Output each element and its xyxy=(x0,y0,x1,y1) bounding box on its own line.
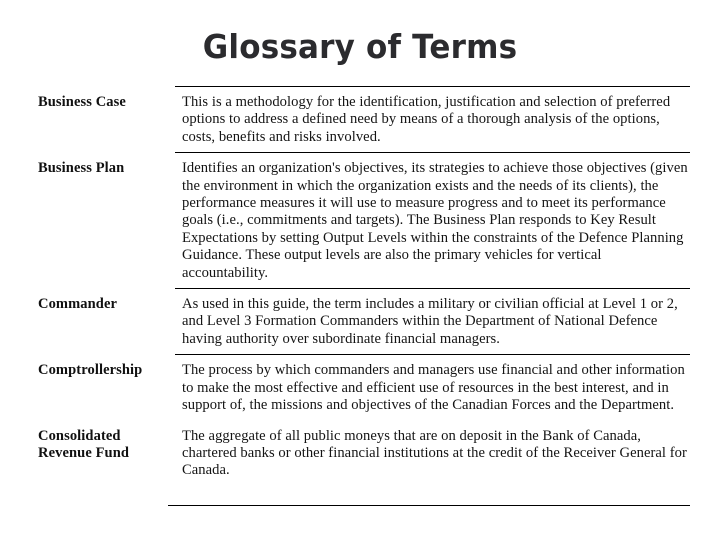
glossary-definition-cell xyxy=(175,289,690,355)
glossary-term: Comptrollership xyxy=(38,362,143,379)
glossary-definition: The aggregate of all public moneys that are on deposit in the Bank of Canada, chartered banks or other financial institutions at the credit of the Receiver General for Canada. xyxy=(182,427,687,479)
glossary-definition: This is a methodology for the identification, justification and selection of preferred options to address a defined need by means of a thorough analysis of the options, costs, benefits and risks involved. xyxy=(182,94,671,145)
glossary-column-gap xyxy=(168,87,175,153)
page-title: Glossary of Terms xyxy=(202,27,518,66)
glossary-term: Business Plan xyxy=(38,160,125,177)
glossary-row xyxy=(38,289,690,355)
table-bottom-rule xyxy=(168,505,690,506)
glossary-term-cell xyxy=(38,87,168,153)
glossary-column-gap xyxy=(168,355,175,421)
glossary-row xyxy=(38,421,690,486)
glossary-row xyxy=(38,87,690,153)
glossary-definition-cell xyxy=(175,153,690,289)
glossary-table xyxy=(38,86,690,486)
glossary-term: Business Case xyxy=(38,94,126,110)
glossary-term: Commander xyxy=(38,296,118,313)
glossary-definition: Identifies an organization's objectives, its strategies to achieve those objectives (given the environment in which the organization exists and the needs of its clients), the performance measures it will use to measure progress and to meet its performance goals (i.e., commitments and targets). The Business Plan responds to Key Result Expectations by setting Output Levels within the constraints of the Defence Planning Guidance. These output levels are also the primary vehicles for vertical accountability. xyxy=(182,160,688,281)
glossary-definition: As used in this guide, the term includes a military or civilian official at Level 1 or 2, and Level 3 Formation Commanders within the Department of National Defence having authority over subordinate financial managers. xyxy=(182,296,678,347)
glossary-term-cell xyxy=(38,421,168,486)
glossary-column-gap xyxy=(168,153,175,289)
glossary-term-cell xyxy=(38,355,168,421)
glossary-column-gap xyxy=(168,289,175,355)
glossary-column-gap xyxy=(168,421,175,486)
glossary-row xyxy=(38,355,690,421)
glossary-definition-cell xyxy=(175,421,690,486)
glossary-definition-cell xyxy=(175,355,690,421)
glossary-definition-cell xyxy=(175,87,690,153)
glossary-term-cell xyxy=(38,289,168,355)
glossary-term: Consolidated Revenue Fund xyxy=(38,427,130,461)
glossary-definition: The process by which commanders and managers use financial and other information to make the most effective and efficient use of resources in the best interest, and in support of, the missions and objectives of the Canadian Forces and the Department. xyxy=(182,362,685,414)
glossary-row xyxy=(38,153,690,289)
glossary-term-cell xyxy=(38,153,168,289)
glossary-body xyxy=(38,87,690,486)
